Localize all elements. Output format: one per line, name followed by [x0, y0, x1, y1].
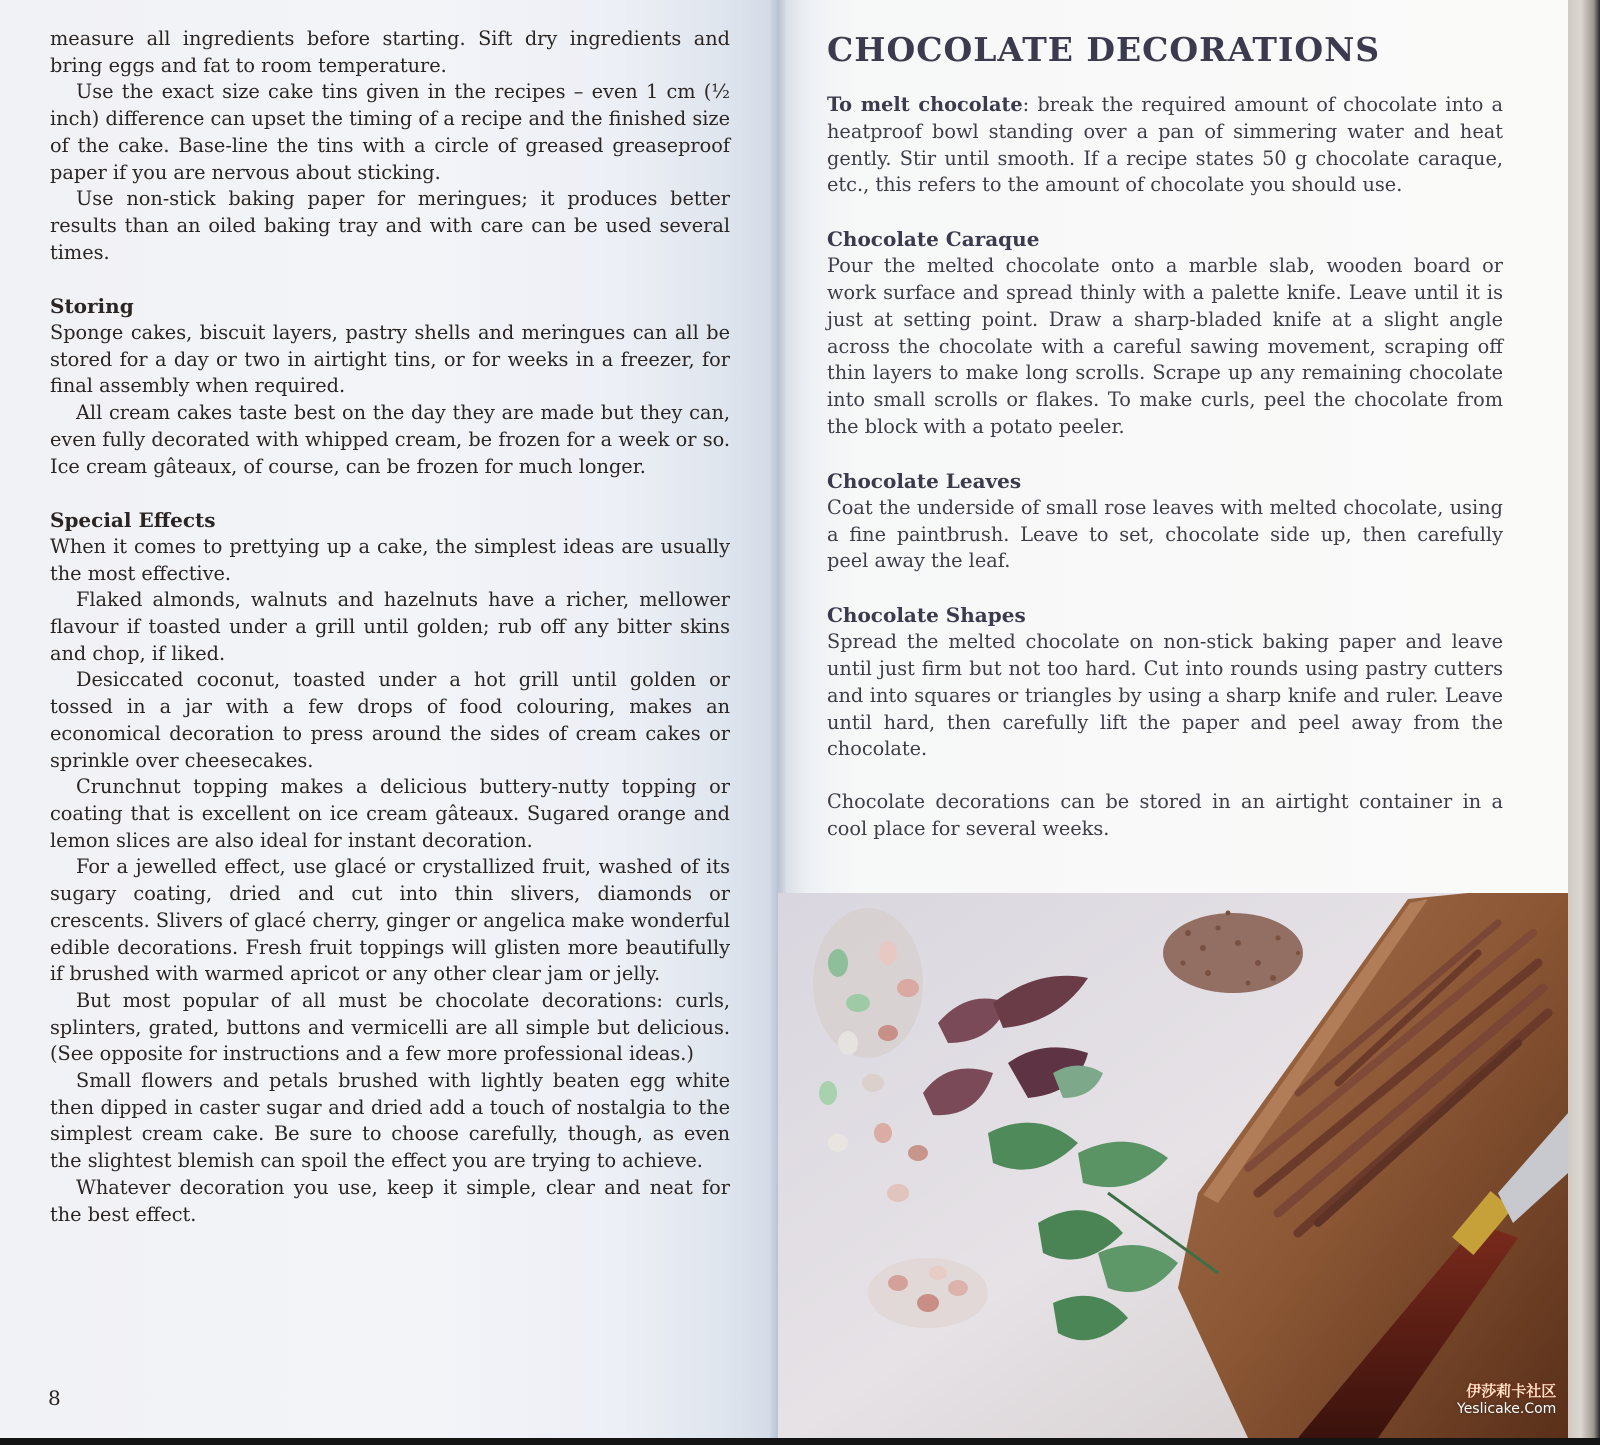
caraque-heading: Chocolate Caraque [827, 227, 1040, 252]
leaves-heading: Chocolate Leaves [827, 468, 1022, 493]
shapes-heading: Chocolate Shapes [827, 603, 1026, 628]
special-effects-paragraph: Small flowers and petals brushed with lightly beaten egg white then dipped in caster sugar and dried add a touch of nostalgia to the simplest cream cake. Be sure to choose carefully, though, as even the slightest blemish can spoil the effect you are trying to achieve. [50, 1069, 730, 1173]
storage-note: Chocolate decorations can be stored in an airtight container in a cool place for several weeks. [827, 790, 1503, 840]
leaves-paragraph: Coat the underside of small rose leaves with melted chocolate, using a fine paintbrush. Leave to set, chocolate side up, then carefully peel away the leaf. [827, 495, 1503, 573]
melt-chocolate-body: : break the required amount of chocolate into a heatproof bowl standing over a pan of simmering water and heat gently. Stir until smooth. If a recipe states 50 g chocolate caraque, etc., this refers to the amount of chocolate you should use. [827, 93, 1504, 197]
melt-chocolate-paragraph [827, 92, 1503, 199]
page-number: 8 [48, 1386, 61, 1410]
storing-paragraph: Sponge cakes, biscuit layers, pastry shells and meringues can all be stored for a day or two in airtight tins, or for weeks in a freezer, for final assembly when required. [50, 321, 730, 398]
special-effects-paragraph: For a jewelled effect, use glacé or crystallized fruit, washed of its sugary coating, dried and cut into thin slivers, diamonds or crescents. Slivers of glacé cherry, ginger or angelica make wonderful edible decorations. Fresh fruit toppings will glisten more beautifully if brushed with warmed apricot or any other clear jam or jelly. [50, 855, 730, 986]
intro-paragraph: Use non-stick baking paper for meringues; it produces better results than an oiled baking tray and with care can be used several times. [50, 187, 730, 264]
scan-border [0, 1438, 1600, 1445]
special-effects-paragraph: Crunchnut topping makes a delicious buttery-nutty topping or coating that is excellent on ice cream gâteaux. Sugared orange and lemon slices are also ideal for instant decoration. [50, 775, 730, 852]
storing-heading: Storing [50, 294, 134, 319]
chocolate-decorations-photo [778, 893, 1568, 1438]
page-title: CHOCOLATE DECORATIONS [827, 30, 1381, 69]
intro-paragraph: Use the exact size cake tins given in the recipes – even 1 cm (½ inch) difference can upset the timing of a recipe and the finished size of the cake. Base-line the tins with a circle of greased greaseproof paper if you are nervous about sticking. [50, 80, 730, 184]
melt-chocolate-lead: To melt chocolate [827, 93, 1023, 116]
right-page-text [827, 92, 1503, 843]
page-edge [1568, 0, 1600, 1445]
special-effects-paragraph: Whatever decoration you use, keep it simple, clear and neat for the best effect. [50, 1175, 730, 1226]
pink-chocolate-curls [868, 1258, 988, 1328]
storing-paragraph: All cream cakes taste best on the day they are made but they can, even fully decorated with whipped cream, be frozen for a week or so. Ice cream gâteaux, of course, can be frozen for much longer. [50, 401, 730, 478]
shapes-paragraph: Spread the melted chocolate on non-stick baking paper and leave until just firm but not too hard. Cut into rounds using pastry cutters and into squares or triangles by using a sharp knife and ruler. Leave until hard, then carefully lift the paper and peel away from the chocolate. [827, 630, 1503, 761]
special-effects-paragraph: When it comes to prettying up a cake, the simplest ideas are usually the most effective. [50, 534, 730, 585]
left-page-text [50, 26, 730, 1228]
watermark-url: Yeslicake.Com [1457, 1401, 1557, 1417]
watermark-chinese: 伊莎莉卡社区 [1466, 1382, 1557, 1400]
intro-paragraph: measure all ingredients before starting. Sift dry ingredients and bring eggs and fat to room temperature. [50, 27, 730, 77]
special-effects-paragraph: Desiccated coconut, toasted under a hot grill until golden or tossed in a jar with a few drops of food colouring, makes an economical decoration to press around the sides of cream cakes or sprinkle over cheesecakes. [50, 668, 730, 772]
watermark [1457, 1380, 1556, 1417]
caraque-paragraph: Pour the melted chocolate onto a marble slab, wooden board or work surface and spread thinly with a palette knife. Leave until it is just at setting point. Draw a sharp-bladed knife at a slight angle across the chocolate with a careful sawing movement, scraping off thin layers to make long scrolls. Scrape up any remaining chocolate into small scrolls or flakes. To make curls, peel the chocolate from the block with a potato peeler. [827, 254, 1503, 438]
special-effects-paragraph: Flaked almonds, walnuts and hazelnuts have a richer, mellower flavour if toasted under a grill until golden; rub off any bitter skins and chop, if liked. [50, 588, 730, 665]
special-effects-paragraph: But most popular of all must be chocolate decorations: curls, splinters, grated, buttons and vermicelli are all simple but delicious. (See opposite for instructions and a few more professional ideas.) [50, 988, 730, 1066]
special-effects-heading: Special Effects [50, 508, 216, 533]
